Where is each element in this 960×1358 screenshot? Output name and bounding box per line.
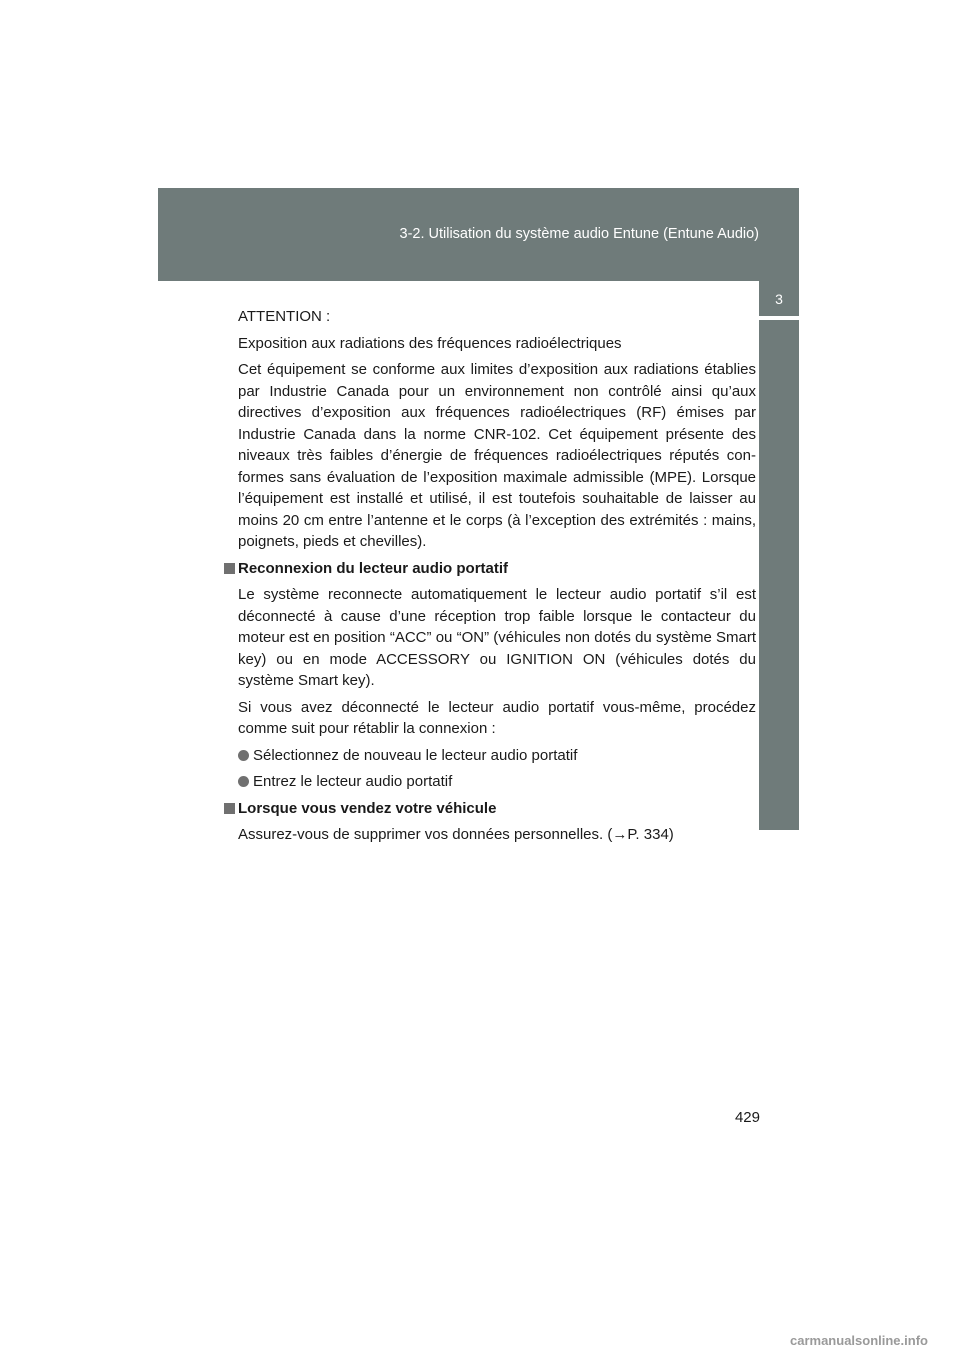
header-band [158, 188, 799, 281]
section-title: 3-2. Utilisation du système audio Entune (Entune Audio) [399, 226, 759, 242]
chapter-label: Caractéristiques de l’habitacle [771, 943, 787, 1130]
list-item-text: Sélectionnez de nouveau le lecteur audio portatif [253, 746, 578, 764]
section-paragraph: Si vous avez déconnecté le lecteur audio portatif vous-même, procédez comme suit pour rétablir la connexion : [238, 698, 756, 737]
list-item-text: Entrez le lecteur audio portatif [253, 773, 453, 790]
circle-bullet-icon [238, 776, 249, 787]
attention-subtitle: Exposition aux radiations des fréquences radioélectriques [238, 334, 622, 352]
section-paragraph: Assurez-vous de supprimer vos données personnelles. (→P. 334) [238, 826, 674, 843]
list-item [238, 771, 756, 793]
section-heading-vente [222, 798, 756, 820]
square-bullet-icon [224, 563, 235, 574]
attention-label: ATTENTION : [238, 308, 331, 325]
page-content [222, 306, 756, 851]
section-heading-text: Reconnexion du lecteur audio portatif [238, 559, 509, 577]
watermark: carmanualsonline.info [790, 1333, 928, 1348]
circle-bullet-icon [238, 750, 249, 761]
chapter-tab [759, 320, 799, 1130]
section-paragraph: Le système reconnecte automatiquement le lecteur audio portatif s’il est déconnecté à cause d’une réception trop faible lorsque le contacteur du moteur est en position “ACC” ou “ON” (véhicules non dotés du système Smart key) ou en mode ACCESSORY ou IGNITION ON (véhicules dotés du système Smart key). [238, 586, 756, 689]
attention-body: Cet équipement se conforme aux limites d’exposition aux radiations établies par Industrie Canada pour un environnement non contrôlé ainsi qu’aux directives d’exposition aux fréquences radioélectriques (RF) émises par Industrie Canada dans la norme CNR-102. Cet équipement présente des niveaux très faibles d’énergie de fréquences radioélectriques réputés con-formes sans évaluation de l’exposition maximale admissible (MPE). Lorsque l’équipement est installé et utilisé, il est toutefois souhaitable de laisser au moins 20 cm entre l’antenne et le corps (à l’exception des extrémités : mains, poignets, pieds et chevilles). [238, 361, 756, 550]
section-heading-reconnexion [222, 558, 756, 580]
page-number: 429 [734, 1109, 760, 1126]
chapter-number: 3 [775, 290, 783, 307]
square-bullet-icon [224, 803, 235, 814]
section-heading-text: Lorsque vous vendez votre véhicule [238, 799, 497, 817]
list-item [238, 745, 756, 767]
chapter-number-tab [759, 281, 799, 316]
